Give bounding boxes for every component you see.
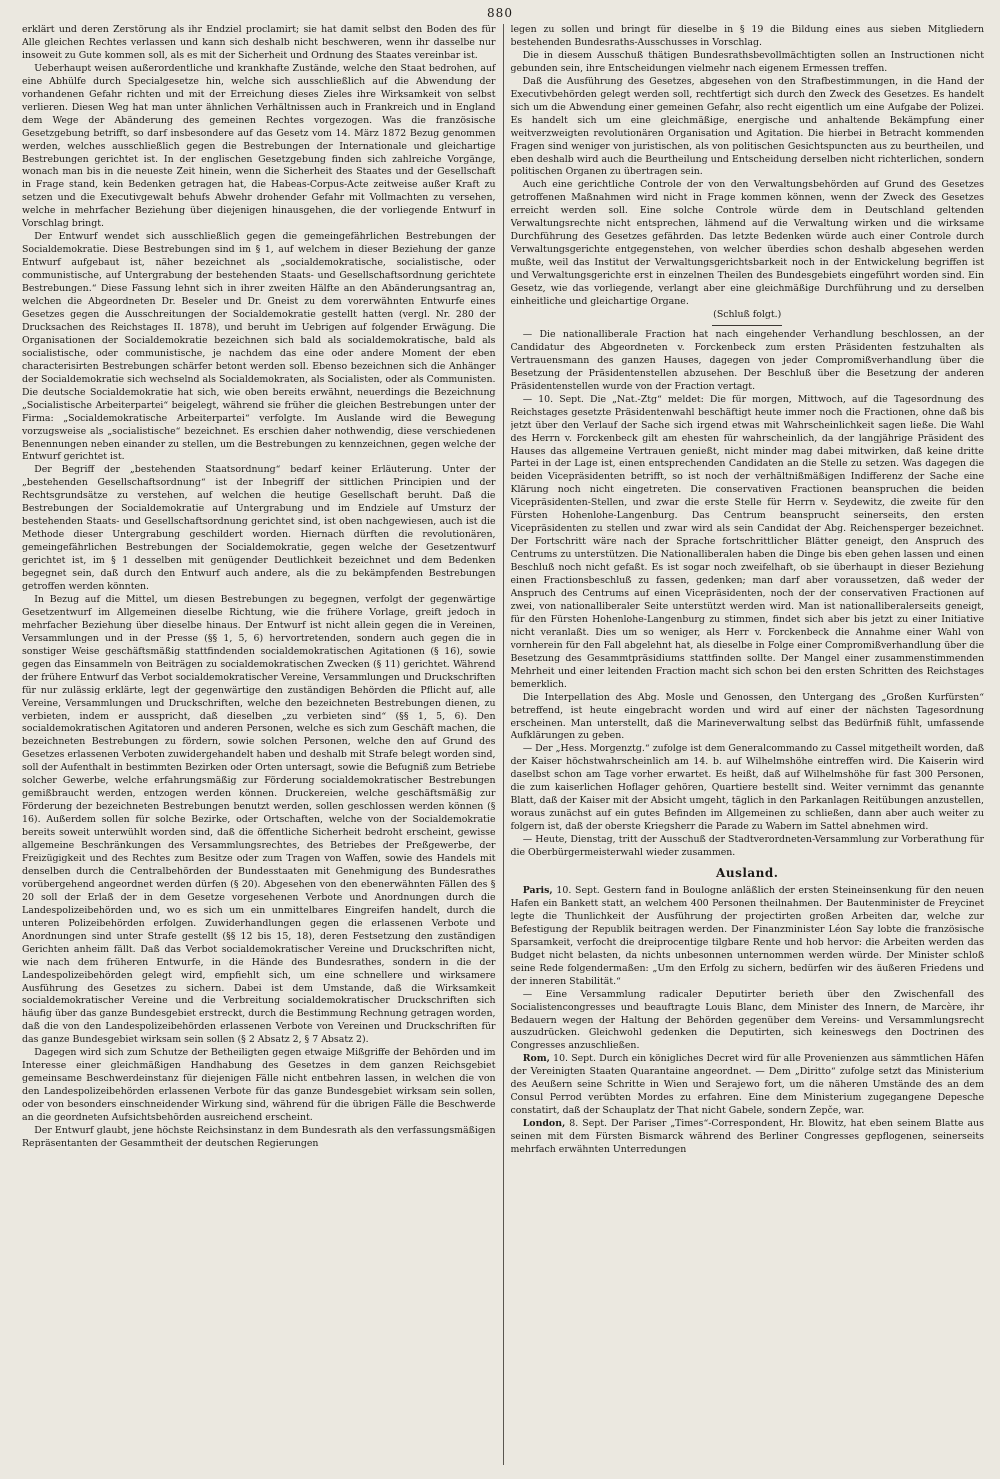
news-text: 10. Sept. Gestern fand in Boulogne anläßlich der ersten Steineinsenkung für den neuen Hafen ein Bankett statt, an welchem 400 Personen theilnahmen. Der Bautenminister de Freycinet legte die Thunlichkeit der Ausführung der projectirten großen Arbeiten dar, welche zur Befestigung der Republik beitragen werden. Der Finanzminister Léon Say lobte die französische Sparsamkeit, verfocht die dreiprocentige tilgbare Rente und hob hervor: die Arbeiten werden das Budget nicht belasten, da nichts unbesonnen unternommen werden würde. Der Minister schloß seine Rede folgendermaßen: „Um den Erfolg zu sichern, bedürfen wir des äußeren Friedens und der inneren Stabilität.“ (510, 885, 984, 987)
news-item: — Heute, Dienstag, tritt der Ausschuß der Stadtverordneten-Versammlung zur Vorberathung für die Oberbürgermeisterwahl wieder zusammen. (510, 834, 984, 859)
news-item: — Der „Hess. Morgenztg.“ zufolge ist dem Generalcommando zu Cassel mitgetheilt worden, daß der Kaiser höchstwahrscheinlich am 14. b. auf Wilhelmshöhe eintreffen wird. Die Kaiserin wird daselbst schon am Tage vorher erwartet. Es heißt, daß auf Wilhelmshöhe für fast 300 Personen, die zum kaiserlichen Hoflager gehören, Quartiere bestellt sind. Weiter vernimmt das genannte Blatt, daß der Kaiser mit der Absicht umgeht, täglich in den Parkanlagen Reitübungen anzustellen, woraus zunächst auf ein gutes Befinden im Allgemeinen zu schließen, dann aber auch weiter zu folgern ist, daß der oberste Kriegsherr die Parade zu Wabern im Sattel abnehmen wird. (510, 743, 984, 833)
news-text: — Eine Versammlung radicaler Deputirter berieth über den Zwischenfall des Socialistencongresses und beauftragte Louis Blanc, dem Minister des Innern, de Marcère, ihr Bedauern wegen der Haltung der Behörden gegenüber dem Vereins- und Versammlungsrecht auszudrücken. Gleichwohl gedenken die Deputirten, sich keineswegs den Doctrinen des Congresses anzuschließen. (510, 988, 984, 1052)
continuation-note: (Schluß folgt.) (713, 308, 782, 320)
paragraph: Die in diesem Ausschuß thätigen Bundesrathsbevollmächtigten sollen an Instructionen nicht gebunden sein, ihre Entscheidungen vielmehr nach eigenem Ermessen treffen. (510, 49, 984, 74)
news-item: — Die nationalliberale Fraction hat nach eingehender Verhandlung beschlossen, an der Candidatur des Abgeordneten v. Forckenbeck zum ersten Präsidenten festzuhalten als Vertrauensmann des ganzen Hauses, dagegen von jeder Compromißverhandlung über die Besetzung der Präsidentenstellen abzusehen. Der Beschluß über die Besetzung der anderen Präsidentenstellen wurde von der Fraction vertagt. (510, 328, 984, 392)
paragraph: Der Entwurf wendet sich ausschließlich gegen die gemeingefährlichen Bestrebungen der Socialdemokratie. Diese Bestrebungen sind im § 1, auf welchem in dieser Beziehung der ganze Entwurf aufgebaut ist, näher bezeichnet als „socialdemokratische, socialistische, oder communistische, auf Untergrabung der bestehenden Staats- und Gesellschaftsordnung gerichtete Bestrebungen.“ Diese Fassung lehnt sich in ihrer zweiten Hälfte an den Abänderungsantrag an, welchen die Abgeordneten Dr. Beseler und Dr. Gneist zu dem vorerwähnten Entwurfe eines Gesetzes gegen die Ausschreitungen der Socialdemokratie gestellt hatten (vergl. Nr. 280 der Drucksachen des Reichstages II. 1878), und beruht im Uebrigen auf folgender Erwägung. Die Organisationen der Socialdemokratie bezeichnen sich bald als socialdemokratische, bald als socialistische, oder communistische, je nachdem das eine oder andere Moment der eben characterisirten Bestrebungen schärfer betont werden soll. Ebenso bezeichnen sich die Anhänger der Socialdemokratie sich wechselnd als Socialdemokraten, als Socialisten, oder als Communisten. Die deutsche Socialdemokratie hat sich, wie oben bereits erwähnt, neuerdings die Bezeichnung „Socialistische Arbeiterpartei“ beigelegt, während sie früher die gleichen Bestrebungen unter der Firma: „Socialdemokratische Arbeiterpartei“ verfolgte. Im Auslande wird die Bewegung vorzugsweise als „socialistische“ bezeichnet. Es erschien daher nothwendig, diese verschiedenen Benennungen neben einander zu stellen, um die Bestrebungen zu kennzeichnen, gegen welche der Entwurf gerichtet ist. (22, 231, 496, 463)
news-item: — 10. Sept. Die „Nat.-Ztg“ meldet: Die für morgen, Mittwoch, auf die Tagesordnung des Reichstages gesetzte Präsidentenwahl beschäftigt heute immer noch die Fractionen, ohne daß bis jetzt über den Verlauf der Sache sich irgend etwas mit Wahrscheinlichkeit sagen ließe. Die Wahl des Herrn v. Forckenbeck gilt am ehesten für wahrscheinlich, da der langjährige Präsident des Hauses das allgemeine Vertrauen genießt, nicht minder mag dabei mitwirken, daß keine dritte Partei in der Lage ist, einen entsprechenden Candidaten an die Stelle zu setzen. Was dagegen die beiden Vicepräsidenten betrifft, so ist noch der verhältnißmäßigen Indifferenz der Sache eine Klärung noch nicht eingetreten. Die conservativen Fractionen beanspruchen die beiden Vicepräsidenten-Stellen, und zwar die erste Stelle für Herrn v. Seydewitz, die zweite für den Fürsten Hohenlohe-Langenburg. Das Centrum beansprucht seinerseits, den ersten Vicepräsidenten zu stellen und zwar wird als sein Candidat der Abg. Reichensperger bezeichnet. Der Fortschritt wäre nach der Sprache fortschrittlicher Blätter geneigt, den Anspruch des Centrums zu unterstützen. Die Nationalliberalen haben die Dinge bis eben gehen lassen und einen Beschluß noch nicht gefaßt. Es ist sogar noch zweifelhaft, ob sie überhaupt in dieser Beziehung einen Fractionsbeschluß zu fassen, gedenken; man darf aber voraussetzen, daß weder der Anspruch des Centrums auf einen Vicepräsidenten, noch der der conservativen Fractionen auf zwei, von nationalliberaler Seite unterstützt werden wird. Man ist nationalliberalerseits geneigt, für den Fürsten Hohenlohe-Langenburg zu stimmen, findet sich aber bis jetzt zu einer Initiative nicht veranlaßt. Dies um so weniger, als Herr v. Forckenbeck die Annahme einer Wahl von vornherein für den Fall abgelehnt hat, als dieselbe in Folge einer Compromißverhandlung über die Besetzung des Gesammtpräsidiums stattfinden sollte. Der Mangel einer zusammenstimmenden Mehrheit und einer leitenden Fraction macht sich schon bei den ersten Schritten des Reichstages bemerklich. (510, 393, 984, 690)
left-column (22, 24, 496, 1465)
paragraph: legen zu sollen und bringt für dieselbe in § 19 die Bildung eines aus sieben Mitgliedern bestehenden Bundesraths-Ausschusses in Vorschlag. (510, 24, 984, 48)
paragraph: Dagegen wird sich zum Schutze der Betheiligten gegen etwaige Mißgriffe der Behörden und im Interesse einer gleichmäßigen Handhabung des Gesetzes in dem ganzen Reichsgebiet gemeinsame Beschwerdeinstanz für diejenigen Fälle nicht entbehren lassen, in welchen die von den Landespolizeibehörden erlassenen Verbote für das ganze Bundesgebiet wirksam sein sollen, oder von besonders einschneidender Wirkung sind, während für die übrigen Fälle die Beschwerde an die geordneten Aufsichtsbehörden ausreichend erscheint. (22, 1047, 496, 1124)
paragraph: erklärt und deren Zerstörung als ihr Endziel proclamirt; sie hat damit selbst den Boden des für Alle gleichen Rechtes verlassen und kann sich deshalb nicht beschweren, wenn ihr dasselbe nur insoweit zu Gute kommen soll, als es mit der Sicherheit und Ordnung des Staates vereinbar ist. (22, 24, 496, 61)
paragraph: Der Begriff der „bestehenden Staatsordnung“ bedarf keiner Erläuterung. Unter der „bestehenden Gesellschaftsordnung“ ist der Inbegriff der sittlichen Principien und der Rechtsgrundsätze zu verstehen, auf welchen die heutige Gesellschaft beruht. Daß die Bestrebungen der Socialdemokratie auf Untergrabung und im Endziele auf Umsturz der bestehenden Staats- und Gesellschaftsordnung gerichtet sind, ist oben nachgewiesen, auch ist die Methode dieser Untergrabung geschildert worden. Hiernach dürften die revolutionären, gemeingefährlichen Bestrebungen der Socialdemokratie, gegen welche der Gesetzentwurf gerichtet ist, im § 1 desselben mit genügender Deutlichkeit bezeichnet und dem Bedenken begegnet sein, daß durch den Entwurf auch andere, als die zu bekämpfenden Bestrebungen getroffen werden könnten. (22, 464, 496, 592)
paragraph: Daß die Ausführung des Gesetzes, abgesehen von den Strafbestimmungen, in die Hand der Executivbehörden gelegt werden soll, rechtfertigt sich durch den Zweck des Gesetzes. Es handelt sich um die Abwendung einer gemeinen Gefahr, also recht eigentlich um eine Aufgabe der Polizei. Es handelt sich um eine gleichmäßige, energische und anhaltende Bekämpfung einer weitverzweigten revolutionären Organisation und Agitation. Die hierbei in Betracht kommenden Fragen sind weniger von juristischen, als von politischen Gesichtspuncten aus zu beurtheilen, und eben deshalb wird auch die Beurtheilung und Entscheidung derselben nicht richterlichen, sondern politischen Organen zu übertragen sein. (510, 75, 984, 178)
columns (22, 24, 984, 1465)
dateline: London, (522, 1118, 566, 1130)
news-text: 8. Sept. Der Pariser „Times“-Correspondent, Hr. Blowitz, hat eben seinem Blatte aus seinen mit dem Fürsten Bismarck während des Berliner Congresses gepflogenen, seinerseits mehrfach erwähnten Unterredungen (510, 1118, 984, 1156)
right-column (511, 24, 985, 1465)
page-number: 880 (487, 6, 513, 20)
foreign-news-item (511, 1053, 985, 1118)
paragraph: Der Entwurf glaubt, jene höchste Reichsinstanz in dem Bundesrath als den verfassungsmäßigen Repräsentanten der Gesammtheit der deutschen Regierungen (22, 1125, 496, 1149)
news-item: Die Interpellation des Abg. Mosle und Genossen, den Untergang des „Großen Kurfürsten“ betreffend, ist heute eingebracht worden und wird auf einer der nächsten Tagesordnung erscheinen. Man unterstellt, daß die Marineverwaltung selbst das Bedürfniß fühlt, umfassende Aufklärungen zu geben. (510, 691, 984, 742)
column-divider (503, 24, 504, 1465)
foreign-news-item (511, 989, 985, 1054)
news-text: 10. Sept. Durch ein königliches Decret wird für alle Provenienzen aus sämmtlichen Häfen der Vereinigten Staaten Quarantaine angeordnet. — Dem „Diritto“ zufolge setzt das Ministerium des Aeußern seine Schritte in Wien und Serajewo fort, um die näheren Umstände des an dem Consul Perrod verübten Mordes zu erfahren. Eine dem Ministerium zugegangene Depesche constatirt, daß der Schauplatz der That nicht Gabele, sondern Zepče, war. (510, 1053, 984, 1117)
dateline: Rom, (522, 1053, 550, 1065)
dateline: Paris, (522, 885, 553, 896)
paragraph: In Bezug auf die Mittel, um diesen Bestrebungen zu begegnen, verfolgt der gegenwärtige Gesetzentwurf im Allgemeinen dieselbe Richtung, wie die frühere Vorlage, greift jedoch in mehrfacher Beziehung über dieselbe hinaus. Der Entwurf ist nicht allein gegen die in Vereinen, Versammlungen und in der Presse (§§ 1, 5, 6) hervortretenden, sondern auch gegen die in sonstiger Weise geschäftsmäßig stattfindenden socialdemokratischen Agitationen (§ 16), sowie gegen das Einsammeln von Beiträgen zu socialdemokratischen Zwecken (§ 11) gerichtet. Während der frühere Entwurf das Verbot socialdemokratischer Vereine, Versammlungen und Druckschriften für nur zulässig erklärte, legt der gegenwärtige den zuständigen Behörden die Pflicht auf, alle Vereine, Versammlungen und Druckschriften, welche den bezeichneten Bestrebungen dienen, zu verbieten, indem er ausspricht, daß dieselben „zu verbieten sind“ (§§ 1, 5, 6). Den socialdemokratischen Agitatoren und anderen Personen, welche es sich zum Geschäft machen, die bezeichneten Bestrebungen zu fördern, sowie solchen Personen, welche den auf Grund des Gesetzes erlassenen Verboten zuwidergehandelt haben und deshalb mit Strafe belegt worden sind, soll der Aufenthalt in bestimmten Bezirken oder Orten untersagt, sowie die Befugniß zum Betriebe solcher Gewerbe, welche erfahrungsmäßig zur Förderung socialdemokratischer Bestrebungen gemißbraucht werden, entzogen werden können. Druckereien, welche geschäftsmäßig zur Förderung der bezeichneten Bestrebungen benutzt werden, sollen geschlossen werden können (§ 16). Außerdem sollen für solche Bezirke, oder Ortschaften, welche von der Socialdemokratie bereits soweit unterwühlt worden sind, daß die öffentliche Sicherheit bedroht erscheint, gewisse allgemeine Beschränkungen des Versammlungsrechtes, des Betriebes der Preßgewerbe, der Freizügigkeit und des Rechtes zum Besitze oder zum Tragen von Waffen, sowie des Handels mit denselben durch die Centralbehörden der Bundesstaaten mit Genehmigung des Bundesrathes vorübergehend angeordnet werden dürfen (§ 20). Abgesehen von den ebenerwähnten Fällen des § 20 soll der Erlaß der in dem Gesetze vorgesehenen Verbote und Anordnungen durch die Landespolizeibehörden und, wo es sich um ein unmittelbares Eingreifen handelt, durch die unteren Polizeibehörden erfolgen. Zuwiderhandlungen gegen die erlassenen Verbote und Anordnungen sind unter Strafe gestellt (§§ 12 bis 15, 18), deren Festsetzung den zuständigen Gerichten anheim fällt. Daß das Verbot socialdemokratischer Vereine und Druckschriften nicht, wie nach dem früheren Entwurfe, in die Hände des Bundesrathes, sondern in die der Landespolizeibehörden gelegt wird, empfiehlt sich, um eine schnellere und wirksamere Ausführung des Gesetzes zu sichern. Dabei ist dem Umstande, daß die Wirksamkeit socialdemokratischer Vereine und die Verbreitung socialdemokratischer Druckschriften sich häufig über das ganze Bundesgebiet erstreckt, durch die Bestimmung Rechnung getragen worden, daß die von den Landespolizeibehörden erlassenen Verbote von Vereinen und Druckschriften für das ganze Bundesgebiet wirksam sein sollen (§ 2 Absatz 2, § 7 Absatz 2). (22, 593, 496, 1046)
section-rule (712, 325, 782, 326)
paragraph: Ueberhaupt weisen außerordentliche und krankhafte Zustände, welche den Staat bedrohen, auf eine Abhülfe durch Specialgesetze hin, welche sich ausschließlich auf die Abwendung der vorhandenen Gefahr richten und mit der Erreichung dieses Zieles ihre Wirksamkeit von selbst verlieren. Diesen Weg hat man unter ähnlichen Verhältnissen auch in Frankreich und in England dem Wege der Abänderung des gemeinen Rechtes vorgezogen. Was die französische Gesetzgebung betrifft, so darf insbesondere auf das Gesetz vom 14. März 1872 Bezug genommen werden, welches ausschließlich gegen die Bestrebungen der Internationale und gleichartige Bestrebungen gerichtet ist. In der englischen Gesetzgebung finden sich zahlreiche Vorgänge, wonach man bis in die neueste Zeit hinein, wenn die Sicherheit des Staates und der Gesellschaft in Frage stand, kein Bedenken getragen hat, die Habeas-Corpus-Acte zeitweise außer Kraft zu setzen und die Executivgewalt behufs Abwehr drohender Gefahr mit Vollmachten zu versehen, welche in mehrfacher Beziehung über diejenigen hinausgehen, die der vorliegende Entwurf in Vorschlag bringt. (22, 62, 496, 230)
foreign-news-item (511, 885, 985, 989)
paragraph: Auch eine gerichtliche Controle der von den Verwaltungsbehörden auf Grund des Gesetzes getroffenen Maßnahmen wird nicht in Frage kommen können, wenn der Zweck des Gesetzes erreicht werden soll. Eine solche Controle würde dem in Deutschland geltenden Verwaltungsrechte nicht entsprechen, lähmend auf die Verwaltung wirken und die wirksame Durchführung des Gesetzes gefährden. Das letzte Bedenken würde auch einer Controle durch Verwaltungsgerichte entgegenstehen, von welcher überdies schon deshalb abgesehen werden mußte, weil das Institut der Verwaltungsgerichtsbarkeit noch in der Entwickelung begriffen ist und Verwaltungsgerichte erst in einzelnen Theilen des Bundesgebiets eingeführt worden sind. Ein Gesetz, wie das vorliegende, verlangt aber eine gleichmäßige Durchführung und zu derselben einheitliche und gleichartige Organe. (510, 179, 984, 308)
foreign-news-item (511, 1118, 985, 1157)
section-heading-ausland: Ausland. (716, 866, 779, 880)
